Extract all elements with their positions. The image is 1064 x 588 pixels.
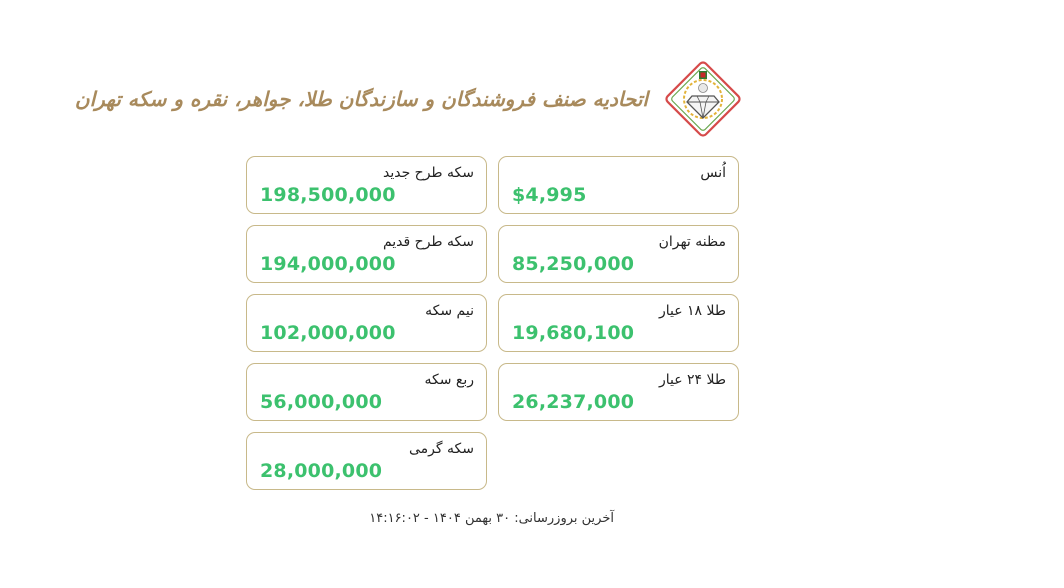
union-diamond-logo-icon	[662, 58, 744, 140]
card-value: 56,000,000	[260, 391, 383, 413]
card-label: مظنه تهران	[658, 234, 726, 250]
price-card-gram-coin	[246, 432, 487, 490]
card-value: 85,250,000	[512, 253, 635, 275]
price-card-gold-24k	[498, 363, 739, 421]
card-value: 198,500,000	[260, 184, 396, 206]
last-update-text: آخرین بروزرسانی: ۳۰ بهمن ۱۴۰۴ - ۱۴:۱۶:۰۲	[369, 511, 614, 526]
card-label: سکه طرح جدید	[382, 165, 474, 181]
union-title: اتحادیه صنف فروشندگان و سازندگان طلا، جواهر، نقره و سکه تهران	[74, 87, 648, 111]
card-label: اُنس	[700, 165, 726, 181]
card-value: 19,680,100	[512, 322, 635, 344]
card-label: سکه طرح قدیم	[382, 234, 474, 250]
card-value: 194,000,000	[260, 253, 396, 275]
price-card-old-coin	[246, 225, 487, 283]
price-card-tehran-mazaneh	[498, 225, 739, 283]
card-value: $4,995	[512, 184, 587, 206]
card-value: 28,000,000	[260, 460, 383, 482]
price-card-gold-18k	[498, 294, 739, 352]
price-card-half-coin	[246, 294, 487, 352]
card-value: 26,237,000	[512, 391, 635, 413]
card-value: 102,000,000	[260, 322, 396, 344]
price-card-new-coin	[246, 156, 487, 214]
price-card-quarter-coin	[246, 363, 487, 421]
card-label: طلا ۲۴ عیار	[658, 372, 726, 388]
price-card-ounce	[498, 156, 739, 214]
card-label: نیم سکه	[425, 303, 474, 319]
card-label: طلا ۱۸ عیار	[658, 303, 726, 319]
card-label: سکه گرمی	[409, 441, 474, 457]
card-label: ربع سکه	[424, 372, 474, 388]
header	[74, 56, 744, 142]
